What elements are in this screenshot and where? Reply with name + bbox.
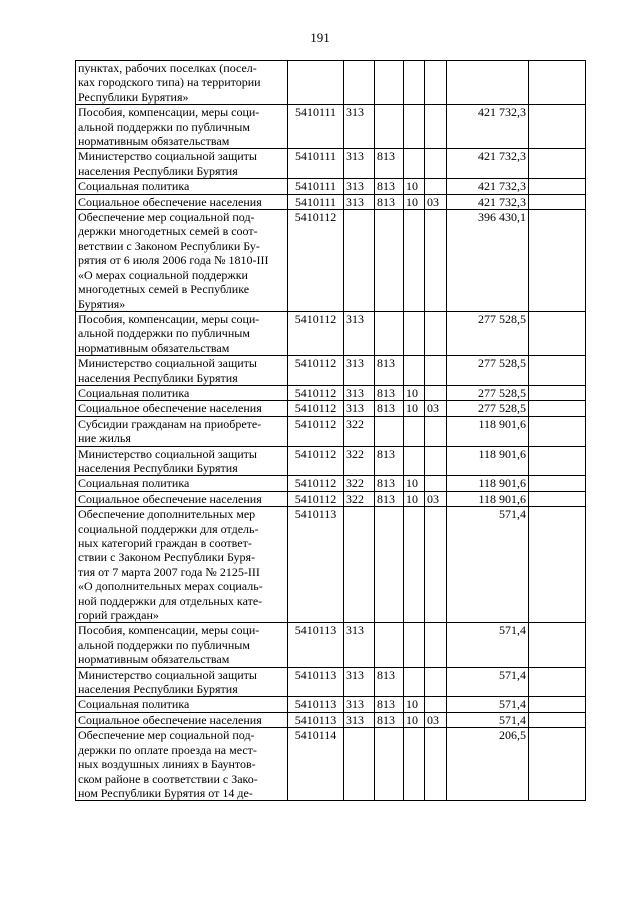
row-name [76, 210, 288, 312]
amount-text: 571,4 [499, 623, 526, 638]
target-article-code-text: 5410111 [294, 179, 337, 194]
administrator-code [375, 179, 404, 194]
amount [447, 728, 529, 801]
target-article-code-text: 5410112 [294, 401, 337, 416]
expense-type-code [344, 667, 375, 697]
empty-column-cell [529, 194, 586, 209]
section-code [404, 210, 425, 312]
amount-text: 277 528,5 [478, 311, 526, 326]
amount [447, 401, 529, 416]
target-article-code-text: 5410112 [294, 416, 337, 431]
empty-column-cell [529, 401, 586, 416]
section-code [404, 311, 425, 355]
section-code [404, 491, 425, 506]
target-article-code-text: 5410112 [294, 311, 337, 326]
section-code-text: 10 [406, 179, 418, 194]
administrator-code [375, 446, 404, 476]
section-code [404, 61, 425, 105]
amount [447, 507, 529, 623]
amount [447, 446, 529, 476]
section-code-text: 10 [406, 401, 418, 416]
target-article-code-text: 5410112 [294, 491, 337, 506]
amount-text: 277 528,5 [478, 401, 526, 416]
section-code-text: 10 [406, 697, 418, 712]
section-code [404, 401, 425, 416]
row-name [76, 712, 288, 727]
row-name-text: Социальное обеспечение населения [78, 491, 262, 506]
expense-type-code [344, 446, 375, 476]
subsection-code [425, 149, 447, 179]
administrator-code [375, 105, 404, 149]
expense-type-code [344, 356, 375, 386]
row-name-text: Пособия, компенсации, меры соци- альной поддержки по публичным нормативным обязательствам [78, 623, 260, 667]
section-code-text: 10 [406, 476, 418, 491]
empty-column-cell [529, 667, 586, 697]
row-name [76, 446, 288, 476]
row-name [76, 105, 288, 149]
row-name-text: Пособия, компенсации, меры соци- альной поддержки по публичным нормативным обязательствам [78, 311, 260, 355]
table-row [76, 728, 586, 801]
section-code [404, 416, 425, 446]
section-code [404, 697, 425, 712]
administrator-code-text: 813 [377, 446, 395, 461]
row-name-text: Обеспечение мер социальной под- держки по оплате проезда на мест- ных воздушных линиях в Баунтов- ском районе в соответствии с Зако- ном Республики Бурятия от 14 де- [78, 728, 258, 800]
amount [447, 179, 529, 194]
row-name [76, 491, 288, 506]
table-row [76, 401, 586, 416]
amount-text: 571,4 [499, 697, 526, 712]
expense-type-code [344, 311, 375, 355]
budget-table [75, 60, 586, 801]
section-code [404, 194, 425, 209]
row-name-text: Социальная политика [78, 476, 190, 491]
amount [447, 491, 529, 506]
subsection-code [425, 446, 447, 476]
administrator-code [375, 507, 404, 623]
expense-type-code-text: 313 [346, 623, 364, 638]
subsection-code [425, 623, 447, 667]
empty-column-cell [529, 210, 586, 312]
subsection-code [425, 105, 447, 149]
row-name [76, 697, 288, 712]
target-article-code [288, 728, 344, 801]
expense-type-code [344, 416, 375, 446]
administrator-code [375, 491, 404, 506]
section-code [404, 712, 425, 727]
page-number: 191 [310, 30, 330, 45]
administrator-code-text: 813 [377, 356, 395, 371]
amount [447, 416, 529, 446]
amount-text: 571,4 [499, 507, 526, 522]
section-code [404, 623, 425, 667]
table-row [76, 179, 586, 194]
expense-type-code-text: 313 [346, 385, 364, 400]
subsection-code [425, 476, 447, 491]
section-code-text: 10 [406, 194, 418, 209]
target-article-code [288, 105, 344, 149]
expense-type-code [344, 728, 375, 801]
amount [447, 385, 529, 400]
section-code [404, 507, 425, 623]
amount-text: 396 430,1 [478, 210, 526, 225]
administrator-code-text: 813 [377, 385, 395, 400]
amount [447, 712, 529, 727]
empty-column-cell [529, 416, 586, 446]
amount [447, 210, 529, 312]
target-article-code-text: 5410112 [294, 385, 337, 400]
row-name [76, 416, 288, 446]
amount-text: 421 732,3 [478, 194, 526, 209]
subsection-code-text: 03 [427, 712, 439, 727]
target-article-code [288, 356, 344, 386]
administrator-code [375, 401, 404, 416]
table-row [76, 476, 586, 491]
amount-text: 421 732,3 [478, 179, 526, 194]
table-row [76, 61, 586, 105]
expense-type-code-text: 322 [346, 446, 364, 461]
expense-type-code-text: 313 [346, 697, 364, 712]
expense-type-code-text: 322 [346, 416, 364, 431]
subsection-code [425, 416, 447, 446]
target-article-code-text: 5410111 [294, 149, 337, 164]
subsection-code [425, 61, 447, 105]
subsection-code [425, 728, 447, 801]
expense-type-code [344, 697, 375, 712]
expense-type-code [344, 623, 375, 667]
amount-text: 118 901,6 [478, 416, 526, 431]
expense-type-code [344, 507, 375, 623]
section-code [404, 149, 425, 179]
amount-text: 571,4 [499, 712, 526, 727]
expense-type-code [344, 149, 375, 179]
target-article-code [288, 149, 344, 179]
amount-text: 421 732,3 [478, 149, 526, 164]
subsection-code [425, 385, 447, 400]
budget-table-body [76, 61, 586, 801]
administrator-code-text: 813 [377, 491, 395, 506]
subsection-code [425, 311, 447, 355]
expense-type-code-text: 313 [346, 149, 364, 164]
expense-type-code-text: 322 [346, 476, 364, 491]
row-name-text: Социальное обеспечение населения [78, 194, 262, 209]
empty-column-cell [529, 179, 586, 194]
target-article-code [288, 446, 344, 476]
row-name-text: Министерство социальной защиты населения Республики Бурятия [78, 446, 257, 475]
row-name [76, 194, 288, 209]
subsection-code-text: 03 [427, 491, 439, 506]
table-row [76, 712, 586, 727]
table-row [76, 416, 586, 446]
amount [447, 194, 529, 209]
amount [447, 311, 529, 355]
administrator-code [375, 712, 404, 727]
target-article-code [288, 697, 344, 712]
target-article-code-text: 5410113 [294, 507, 337, 522]
row-name-text: Министерство социальной защиты населения Республики Бурятия [78, 356, 257, 385]
target-article-code-text: 5410112 [294, 210, 337, 225]
amount-text: 277 528,5 [478, 356, 526, 371]
administrator-code [375, 667, 404, 697]
target-article-code [288, 667, 344, 697]
row-name [76, 61, 288, 105]
empty-column-cell [529, 507, 586, 623]
section-code [404, 356, 425, 386]
expense-type-code [344, 401, 375, 416]
row-name-text: Социальная политика [78, 385, 190, 400]
row-name-text: Социальная политика [78, 697, 190, 712]
table-row [76, 507, 586, 623]
empty-column-cell [529, 311, 586, 355]
amount-text: 118 901,6 [478, 446, 526, 461]
administrator-code-text: 813 [377, 149, 395, 164]
subsection-code [425, 401, 447, 416]
table-row [76, 385, 586, 400]
row-name-text: Министерство социальной защиты населения Республики Бурятия [78, 667, 257, 697]
empty-column-cell [529, 149, 586, 179]
administrator-code [375, 697, 404, 712]
row-name-text: Обеспечение мер социальной под- держки многодетных семей в соот- ветствии с Законом Республики Бу- рятия от 6 июля 2006 года № 1810-III «О мерах социальной поддержки многодетных семей в Республике Бурятия» [78, 210, 269, 311]
target-article-code [288, 311, 344, 355]
expense-type-code-text: 313 [346, 667, 364, 682]
administrator-code-text: 813 [377, 712, 395, 727]
empty-column-cell [529, 697, 586, 712]
section-code-text: 10 [406, 712, 418, 727]
amount [447, 623, 529, 667]
subsection-code [425, 507, 447, 623]
row-name-text: Обеспечение дополнительных мер социальной поддержки для отдель- ных категорий граждан в соответ- ствии с Законом Республики Буря- тия от 7 марта 2007 года № 2125-III «О дополнительных мерах социаль- ной поддержки для отдельных кате- горий граждан» [78, 507, 263, 623]
subsection-code [425, 194, 447, 209]
empty-column-cell [529, 61, 586, 105]
administrator-code-text: 813 [377, 401, 395, 416]
row-name [76, 179, 288, 194]
target-article-code [288, 507, 344, 623]
expense-type-code [344, 105, 375, 149]
administrator-code [375, 416, 404, 446]
row-name [76, 728, 288, 801]
administrator-code-text: 813 [377, 476, 395, 491]
amount-text: 421 732,3 [478, 105, 526, 120]
row-name [76, 667, 288, 697]
target-article-code-text: 5410113 [294, 667, 337, 682]
amount [447, 667, 529, 697]
row-name-text: Социальное обеспечение населения [78, 712, 262, 727]
empty-column-cell [529, 385, 586, 400]
expense-type-code [344, 491, 375, 506]
target-article-code-text: 5410114 [294, 728, 337, 743]
amount-text: 206,5 [499, 728, 526, 743]
row-name [76, 356, 288, 386]
subsection-code [425, 712, 447, 727]
target-article-code [288, 194, 344, 209]
target-article-code [288, 385, 344, 400]
amount [447, 105, 529, 149]
section-code [404, 105, 425, 149]
section-code [404, 667, 425, 697]
administrator-code [375, 61, 404, 105]
administrator-code-text: 813 [377, 697, 395, 712]
section-code-text: 10 [406, 385, 418, 400]
empty-column-cell [529, 105, 586, 149]
expense-type-code-text: 313 [346, 356, 364, 371]
table-row [76, 356, 586, 386]
row-name-text: пунктах, рабочих поселках (посел- ках городского типа) на территории Республики Бурятия» [78, 61, 261, 104]
empty-column-cell [529, 356, 586, 386]
target-article-code [288, 623, 344, 667]
target-article-code-text: 5410113 [294, 697, 337, 712]
table-row [76, 697, 586, 712]
table-row [76, 446, 586, 476]
administrator-code [375, 311, 404, 355]
row-name [76, 476, 288, 491]
row-name [76, 311, 288, 355]
amount [447, 149, 529, 179]
row-name-text: Социальная политика [78, 179, 190, 194]
expense-type-code-text: 313 [346, 194, 364, 209]
target-article-code [288, 491, 344, 506]
administrator-code [375, 385, 404, 400]
amount [447, 476, 529, 491]
section-code [404, 385, 425, 400]
administrator-code [375, 623, 404, 667]
row-name [76, 385, 288, 400]
administrator-code [375, 356, 404, 386]
empty-column-cell [529, 476, 586, 491]
subsection-code [425, 179, 447, 194]
row-name-text: Субсидии гражданам на приобрете- ние жилья [78, 416, 262, 446]
section-code [404, 728, 425, 801]
table-row [76, 210, 586, 312]
expense-type-code [344, 385, 375, 400]
empty-column-cell [529, 728, 586, 801]
row-name [76, 623, 288, 667]
row-name [76, 401, 288, 416]
expense-type-code-text: 313 [346, 712, 364, 727]
target-article-code-text: 5410111 [294, 105, 337, 120]
expense-type-code-text: 313 [346, 311, 364, 326]
subsection-code-text: 03 [427, 194, 439, 209]
target-article-code [288, 416, 344, 446]
expense-type-code-text: 313 [346, 401, 364, 416]
row-name-text: Социальное обеспечение населения [78, 401, 262, 416]
amount [447, 697, 529, 712]
section-code [404, 446, 425, 476]
administrator-code-text: 813 [377, 179, 395, 194]
target-article-code-text: 5410111 [294, 194, 337, 209]
expense-type-code-text: 313 [346, 179, 364, 194]
administrator-code [375, 149, 404, 179]
subsection-code [425, 697, 447, 712]
target-article-code-text: 5410113 [294, 712, 337, 727]
target-article-code-text: 5410112 [294, 446, 337, 461]
table-row [76, 491, 586, 506]
row-name-text: Пособия, компенсации, меры соци- альной поддержки по публичным нормативным обязательствам [78, 105, 260, 149]
expense-type-code [344, 179, 375, 194]
empty-column-cell [529, 446, 586, 476]
target-article-code [288, 61, 344, 105]
amount-text: 118 901,6 [478, 476, 526, 491]
table-row [76, 667, 586, 697]
expense-type-code [344, 210, 375, 312]
target-article-code [288, 712, 344, 727]
administrator-code [375, 210, 404, 312]
row-name [76, 149, 288, 179]
administrator-code [375, 476, 404, 491]
section-code [404, 179, 425, 194]
target-article-code [288, 401, 344, 416]
target-article-code-text: 5410112 [294, 356, 337, 371]
target-article-code [288, 179, 344, 194]
table-row [76, 149, 586, 179]
expense-type-code [344, 712, 375, 727]
section-code [404, 476, 425, 491]
subsection-code [425, 356, 447, 386]
table-row [76, 311, 586, 355]
subsection-code [425, 210, 447, 312]
empty-column-cell [529, 712, 586, 727]
administrator-code [375, 728, 404, 801]
amount-text: 118 901,6 [478, 491, 526, 506]
expense-type-code-text: 322 [346, 491, 364, 506]
administrator-code-text: 813 [377, 667, 395, 682]
expense-type-code-text: 313 [346, 105, 364, 120]
target-article-code-text: 5410112 [294, 476, 337, 491]
subsection-code-text: 03 [427, 401, 439, 416]
amount [447, 356, 529, 386]
amount-text: 571,4 [499, 667, 526, 682]
target-article-code [288, 476, 344, 491]
expense-type-code [344, 61, 375, 105]
expense-type-code [344, 476, 375, 491]
section-code-text: 10 [406, 491, 418, 506]
empty-column-cell [529, 491, 586, 506]
target-article-code-text: 5410113 [294, 623, 337, 638]
administrator-code-text: 813 [377, 194, 395, 209]
table-row [76, 623, 586, 667]
target-article-code [288, 210, 344, 312]
empty-column-cell [529, 623, 586, 667]
subsection-code [425, 667, 447, 697]
table-row [76, 194, 586, 209]
expense-type-code [344, 194, 375, 209]
row-name-text: Министерство социальной защиты населения Республики Бурятия [78, 149, 257, 178]
table-row [76, 105, 586, 149]
amount [447, 61, 529, 105]
amount-text: 277 528,5 [478, 385, 526, 400]
row-name [76, 507, 288, 623]
administrator-code [375, 194, 404, 209]
subsection-code [425, 491, 447, 506]
